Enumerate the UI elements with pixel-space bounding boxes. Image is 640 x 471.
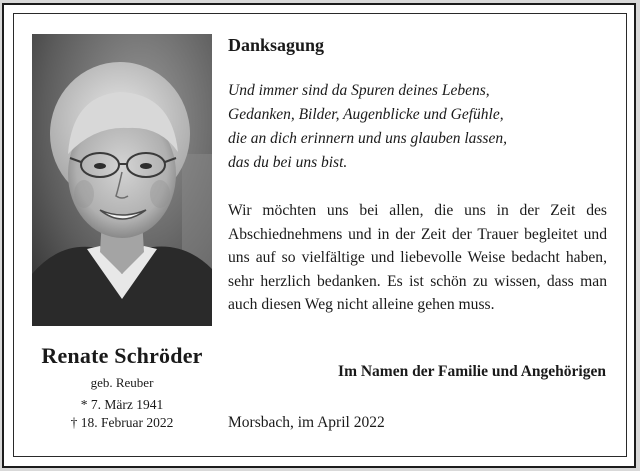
poem-line: Und immer sind da Spuren deines Lebens, — [228, 82, 490, 99]
signature-line: Im Namen der Familie und Angehörigen — [338, 363, 606, 380]
poem-line: die an dich erinnern und uns glauben lassen, — [228, 130, 507, 147]
birth-date: * 7. März 1941 — [80, 397, 164, 412]
deceased-name: Renate Schröder — [41, 343, 203, 368]
death-date: † 18. Februar 2022 — [70, 415, 174, 430]
portrait-photo — [32, 34, 212, 326]
maiden-name: geb. Reuber — [90, 375, 154, 390]
thank-you-text: Wir möchten uns bei allen, die uns in der Zeit des Abschiednehmens und in der Zeit der Trauer begleitet und uns auf so vielfältige und liebevolle Weise bedacht haben, sehr herzlich bedanken. Es ist schön zu wissen, dass man auch diesen Weg nicht alleine gehen muss. — [228, 202, 607, 313]
place-and-date: Morsbach, im April 2022 — [228, 414, 385, 431]
notice-heading: Danksagung — [228, 35, 325, 55]
poem — [228, 79, 618, 175]
poem-line: das du bei uns bist. — [228, 154, 348, 171]
poem-line: Gedanken, Bilder, Augenblicke und Gefühle, — [228, 106, 504, 123]
